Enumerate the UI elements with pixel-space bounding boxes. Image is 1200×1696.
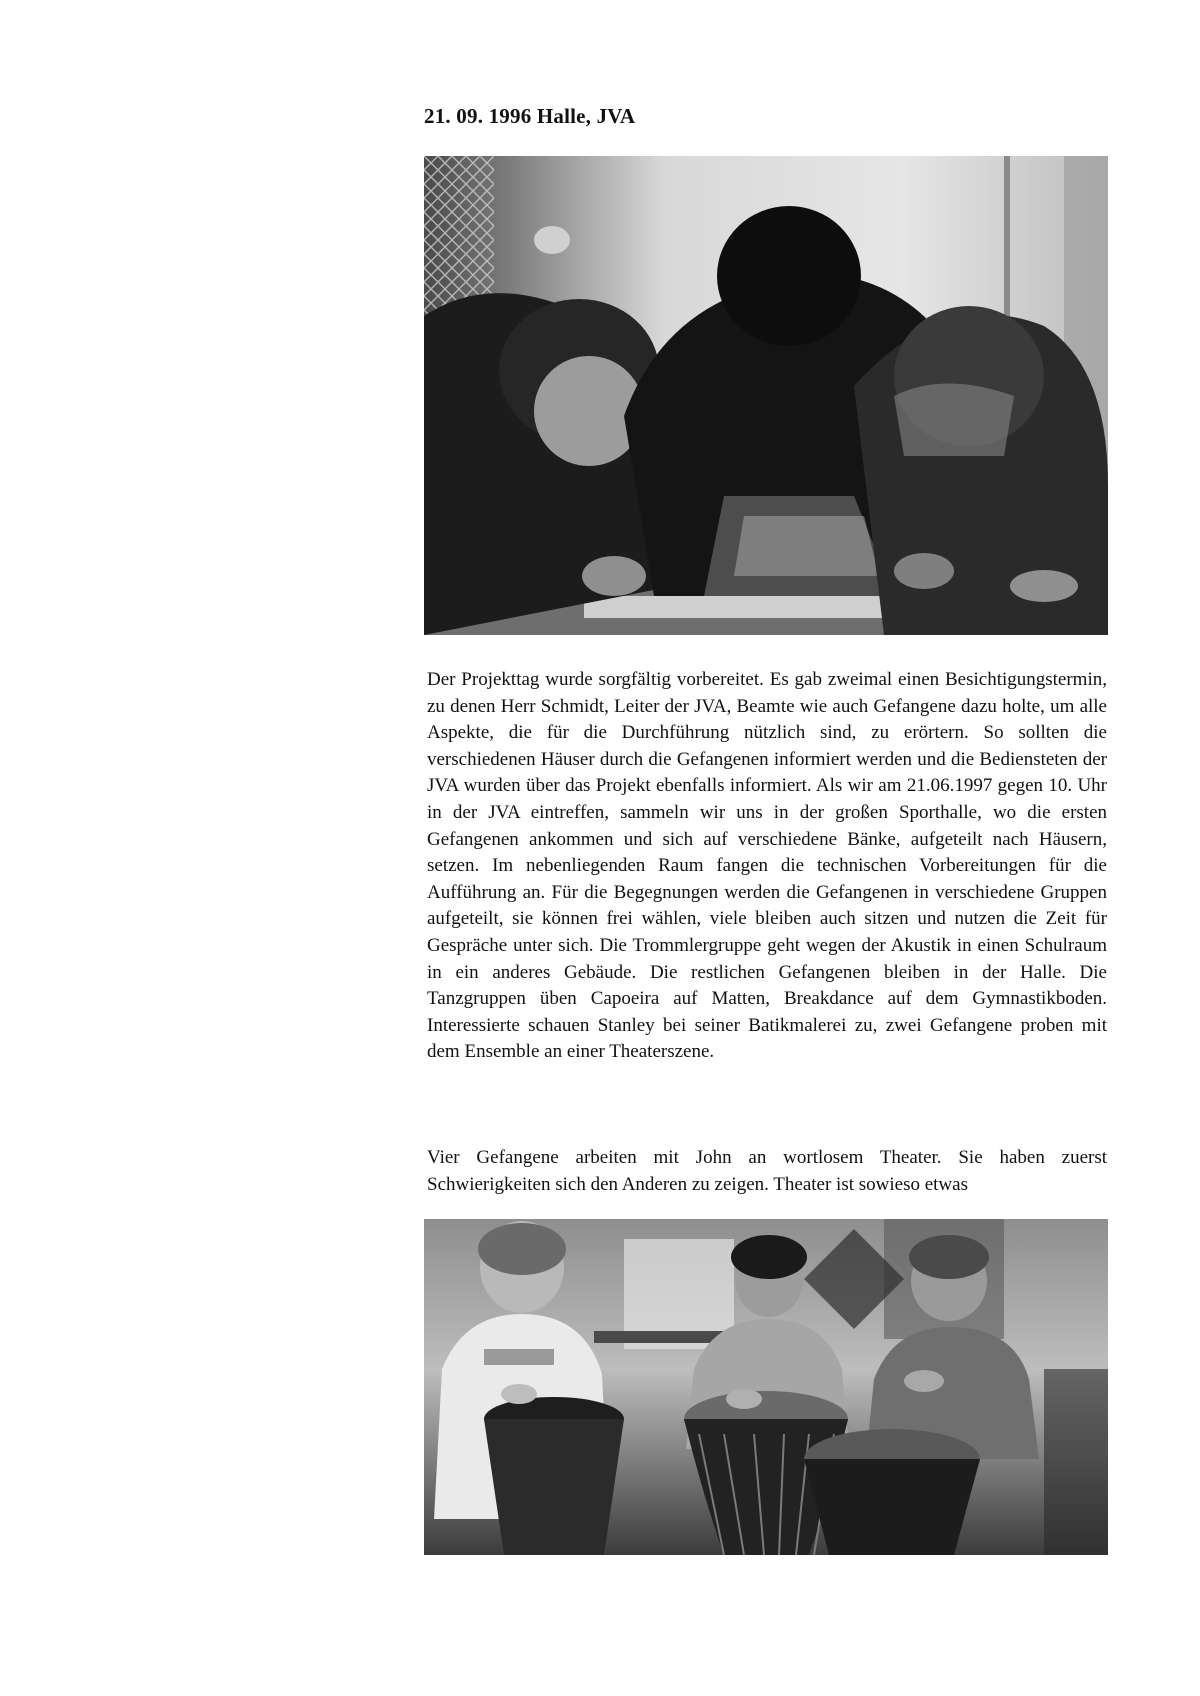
page-heading: 21. 09. 1996 Halle, JVA bbox=[424, 104, 636, 128]
photo-drumming-children bbox=[424, 1219, 1108, 1555]
photograph-icon bbox=[424, 156, 1108, 635]
photo-painting-group bbox=[424, 156, 1108, 635]
photograph-icon bbox=[424, 1219, 1108, 1555]
body-paragraph: Vier Gefangene arbeiten mit John an wortlosem Theater. Sie haben zuerst Schwierigkeiten sich den Anderen zu zeigen. Theater ist sowieso etwas bbox=[427, 1147, 1107, 1195]
body-paragraph: Der Projekttag wurde sorgfältig vorbereitet. Es gab zweimal einen Besichtigungstermin, zu denen Herr Schmidt, Leiter der JVA, Beamte wie auch Gefangene dazu holte, um alle Aspekte, die für die Durchführung nützlich sind, zu erörtern. So sollten die verschiedenen Häuser durch die Gefangenen informiert werden und die Bediensteten der JVA wurden über das Projekt ebenfalls informiert. Als wir am 21.06.1997 gegen 10. Uhr in der JVA eintreffen, sammeln wir uns in der großen Sporthalle, wo die ersten Gefangenen ankommen und sich auf verschiedene Bänke, aufgeteilt nach Häusern, setzen. Im nebenliegenden Raum fangen die technischen Vorbereitungen für die Aufführung an. Für die Begegnungen werden die Gefangenen in verschiedene Gruppen aufgeteilt, sie können frei wählen, viele bleiben auch sitzen und nutzen die Zeit für Gespräche unter sich. Die Trommlergruppe geht wegen der Akustik in einen Schulraum in ein anderes Gebäude. Die restlichen Gefangenen bleiben in der Halle. Die Tanzgruppen üben Capoeira auf Matten, Breakdance auf dem Gymnastikboden. Interessierte schauen Stanley bei seiner Batikmalerei zu, zwei Gefangene proben mit dem Ensemble an einer Theaterszene. bbox=[427, 669, 1107, 1063]
